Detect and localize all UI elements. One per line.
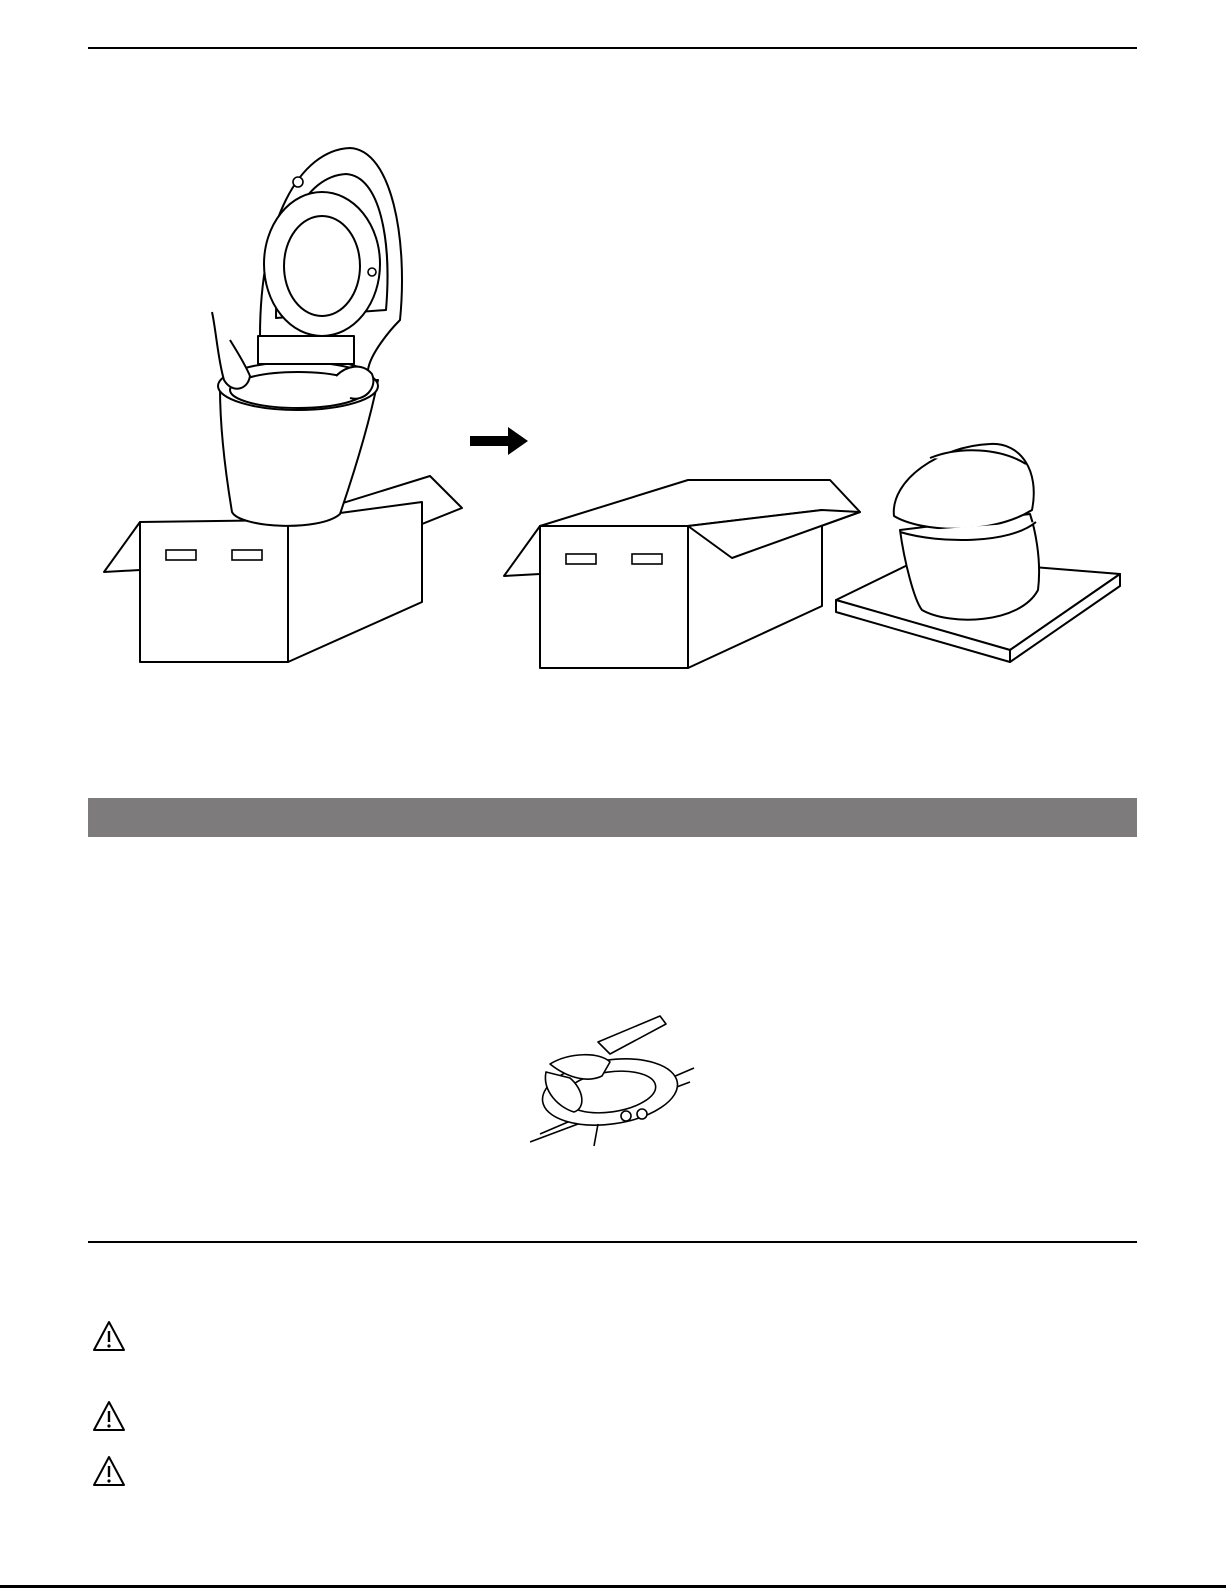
unboxing-illustration (100, 140, 470, 670)
empty-carton-illustration (500, 478, 870, 673)
top-rule (88, 47, 1137, 49)
toilet-on-board-illustration (830, 440, 1126, 665)
warning-triangle-icon (92, 1400, 126, 1432)
arrow-right-icon (470, 427, 530, 455)
warning-triangle-icon (92, 1320, 126, 1352)
warning-triangle-icon (92, 1455, 126, 1487)
cleaning-illustration (530, 1012, 700, 1152)
section-divider-rule (88, 1241, 1137, 1243)
section-header-band (88, 798, 1137, 837)
